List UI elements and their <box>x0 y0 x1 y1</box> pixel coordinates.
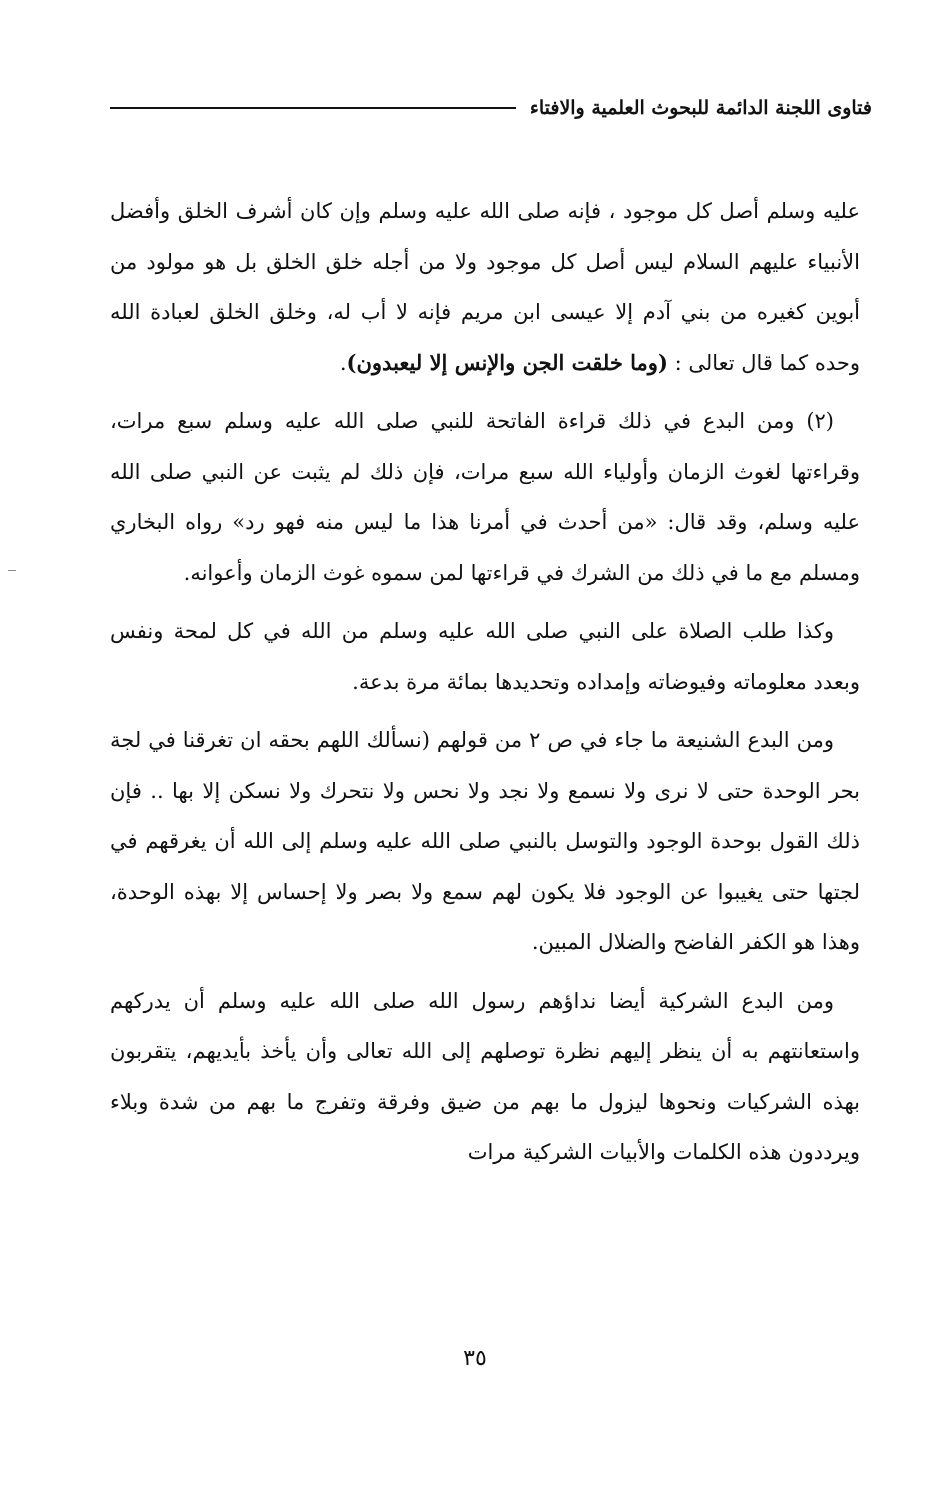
header-rule <box>110 107 516 109</box>
paragraph-1 <box>110 186 860 388</box>
header-title: فتاوى اللجنة الدائمة للبحوث العلمية والافتاء <box>529 97 872 119</box>
margin-mark <box>8 570 16 571</box>
quran-quote: (وما خلقت الجن والإنس إلا ليعبدون) <box>346 349 668 375</box>
paragraph-3: وكذا طلب الصلاة على النبي صلى الله عليه وسلم من الله في كل لمحة ونفس وبعدد معلوماته وفيوضاته وإمداده وتحديدها بمائة مرة بدعة. <box>110 619 860 694</box>
paragraph-1-text: عليه وسلم أصل كل موجود ، فإنه صلى الله عليه وسلم وإن كان أشرف الخلق وأفضل الأنبياء عليهم السلام ليس أصل كل موجود ولا من أجله خلق الخلق بل هو مولود من أبوين كغيره من بني آدم إلا عيسى ابن مريم فإنه لا أب له، وخلق الخلق لعبادة الله وحده كما قال تعالى : <box>110 199 860 375</box>
page-number: ٣٥ <box>463 1346 487 1371</box>
paragraph-2: (٢) ومن البدع في ذلك قراءة الفاتحة للنبي صلى الله عليه وسلم سبع مرات، وقراءتها لغوث الزمان وأولياء الله سبع مرات، فإن ذلك لم يثبت عن النبي صلى الله عليه وسلم، وقد قال: «من أحدث في أمرنا هذا ما ليس منه فهو رد» رواه البخاري ومسلم مع ما في ذلك من الشرك في قراءتها لمن سموه غوث الزمان وأعوانه. <box>110 409 860 585</box>
paragraph-1-end: . <box>339 350 347 375</box>
running-header <box>110 88 872 128</box>
paragraph-5: ومن البدع الشركية أيضا نداؤهم رسول الله صلى الله عليه وسلم أن يدركهم واستعانتهم به أن ينظر إليهم نظرة توصلهم إلى الله تعالى وأن يأخذ بأيديهم، يتقربون بهذه الشركيات ونحوها ليزول ما بهم من ضيق وفرقة وتفرج ما بهم من شدة وبلاء ويرددون هذه الكلمات والأبيات الشركية مرات <box>110 988 860 1164</box>
body-text <box>110 186 860 1186</box>
paragraph-4: ومن البدع الشنيعة ما جاء في ص ٢ من قولهم (نسألك اللهم بحقه ان تغرقنا في لجة بحر الوحدة حتى لا نرى ولا نسمع ولا نجد ولا نحس ولا نتحرك ولا نسكن إلا بها .. فإن ذلك القول بوحدة الوجود والتوسل بالنبي صلى الله عليه وسلم إلى الله أن يغرقهم في لجتها حتى يغيبوا عن الوجود فلا يكون لهم سمع ولا بصر ولا إحساس إلا بهذه الوحدة، وهذا هو الكفر الفاضح والضلال المبين. <box>110 728 860 954</box>
